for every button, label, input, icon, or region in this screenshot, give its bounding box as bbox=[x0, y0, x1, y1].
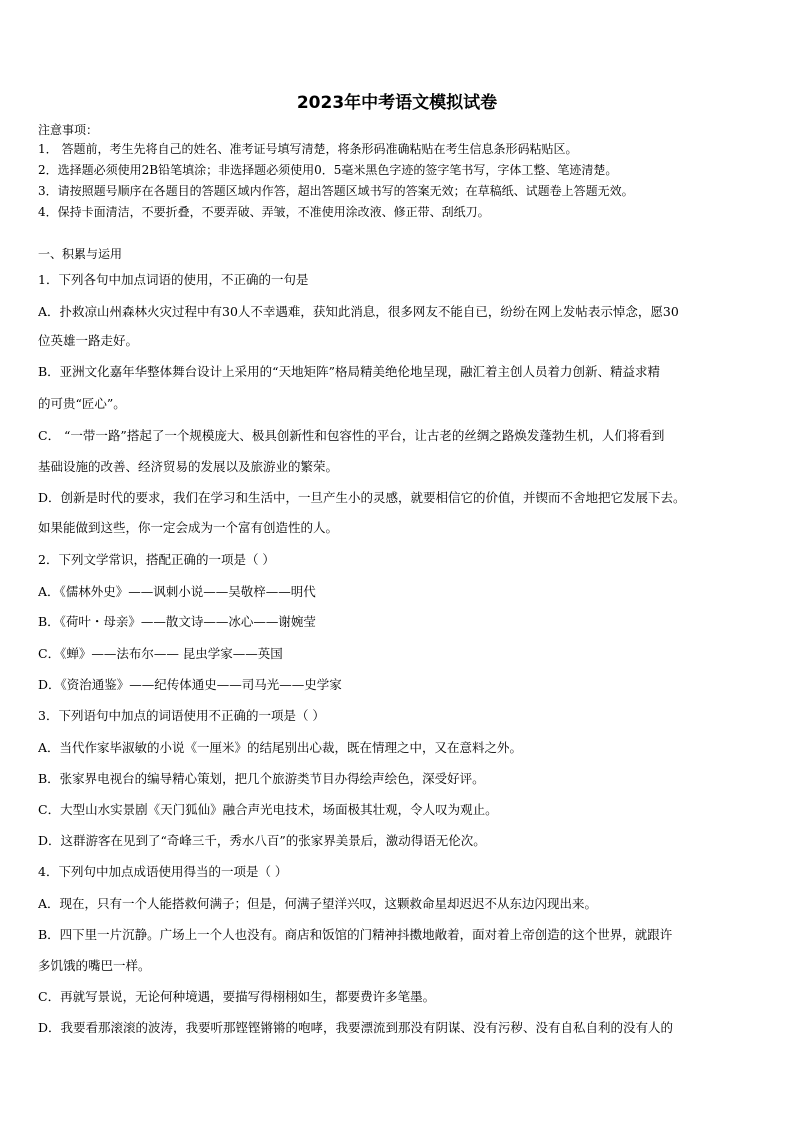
q1-option-b-cont: 的可贵“匠心”。 bbox=[38, 396, 126, 411]
q4-option-c: C．再就写景说，无论何种境遇，要描写得栩栩如生，都要费许多笔墨。 bbox=[38, 989, 436, 1004]
q2-option-a: A．《儒林外史》——讽刺小说——吴敬梓——明代 bbox=[38, 584, 316, 599]
q3-option-b: B．张家界电视台的编导精心策划，把几个旅游类节目办得绘声绘色，深受好评。 bbox=[38, 771, 485, 786]
q1-option-c-cont: 基础设施的改善、经济贸易的发展以及旅游业的繁荣。 bbox=[38, 459, 339, 474]
q1-option-a: A．扑救凉山州森林火灾过程中有30人不幸遇难，获知此消息，很多网友不能自已，纷纷在网上发帖表示悼念，愿30 bbox=[38, 304, 679, 319]
notice-item-3: 3．请按照题号顺序在各题目的答题区域内作答，超出答题区域书写的答案无效；在草稿纸、试题卷上答题无效。 bbox=[38, 184, 634, 198]
question-3-stem: 3．下列语句中加点的词语使用不正确的一项是（ ） bbox=[38, 708, 325, 723]
q4-option-b-cont: 多饥饿的嘴巴一样。 bbox=[38, 958, 151, 973]
q3-option-d: D．这群游客在见到了“奇峰三千，秀水八百”的张家界美景后，激动得语无伦次。 bbox=[38, 833, 486, 848]
notice-item-1: 1． 答题前，考生先将自己的姓名、准考证号填写清楚，将条形码准确粘贴在考生信息条形码粘贴区。 bbox=[38, 142, 578, 156]
notice-item-4: 4．保持卡面清洁，不要折叠，不要弄破、弄皱，不准使用涂改液、修正带、刮纸刀。 bbox=[38, 205, 490, 219]
q1-option-a-cont: 位英雄一路走好。 bbox=[38, 333, 139, 348]
q4-option-d: D．我要看那滚滚的波涛，我要听那铿铿锵锵的咆哮，我要漂流到那没有阴谋、没有污秽、没有自私自利的没有人的 bbox=[38, 1020, 674, 1035]
question-4-stem: 4．下列句中加点成语使用得当的一项是（ ） bbox=[38, 864, 288, 879]
q2-option-d: D．《资治通鉴》——纪传体通史——司马光——史学家 bbox=[38, 677, 342, 692]
notice-item-2: 2．选择题必须使用2B铅笔填涂；非选择题必须使用0．5毫米黑色字迹的签字笔书写，字体工整、笔迹清楚。 bbox=[38, 163, 618, 177]
q3-option-a: A．当代作家毕淑敏的小说《一厘米》的结尾别出心裁，既在情理之中，又在意料之外。 bbox=[38, 740, 523, 755]
q1-option-d-cont: 如果能做到这些，你一定会成为一个富有创造性的人。 bbox=[38, 520, 339, 535]
page-title: 2023年中考语文模拟试卷 bbox=[296, 93, 498, 113]
q2-option-c: C．《蝉》——法布尔—— 昆虫学家——英国 bbox=[38, 646, 283, 661]
q2-option-b: B．《荷叶・母亲》——散文诗——冰心——谢婉莹 bbox=[38, 614, 316, 629]
q1-option-c: C． “一带一路”搭起了一个规模庞大、极具创新性和包容性的平台，让古老的丝绸之路焕发蓬勃生机，人们将看到 bbox=[38, 428, 665, 443]
q4-option-a: A．现在，只有一个人能搭救何满子；但是，何满子望洋兴叹，这颗救命星却迟迟不从东边闪现出来。 bbox=[38, 896, 598, 911]
section-heading: 一、积累与运用 bbox=[38, 247, 123, 261]
q1-option-b: B．亚洲文化嘉年华整体舞台设计上采用的“天地矩阵”格局精美绝伦地呈现，融汇着主创人员着力创新、精益求精 bbox=[38, 364, 660, 379]
notice-heading: 注意事项： bbox=[38, 123, 99, 137]
q4-option-b: B．四下里一片沉静。广场上一个人也没有。商店和饭馆的门精神抖擞地敞着，面对着上帝创造的这个世界，就跟许 bbox=[38, 927, 673, 942]
question-2-stem: 2．下列文学常识，搭配正确的一项是（ ） bbox=[38, 552, 275, 567]
q3-option-c: C．大型山水实景剧《天门狐仙》融合声光电技术，场面极其壮观，令人叹为观止。 bbox=[38, 802, 498, 817]
q1-option-d: D．创新是时代的要求，我们在学习和生活中，一旦产生小的灵感，就要相信它的价值，并锲而不舍地把它发展下去。 bbox=[38, 490, 686, 505]
question-1-stem: 1．下列各句中加点词语的使用，不正确的一句是 bbox=[38, 272, 309, 287]
